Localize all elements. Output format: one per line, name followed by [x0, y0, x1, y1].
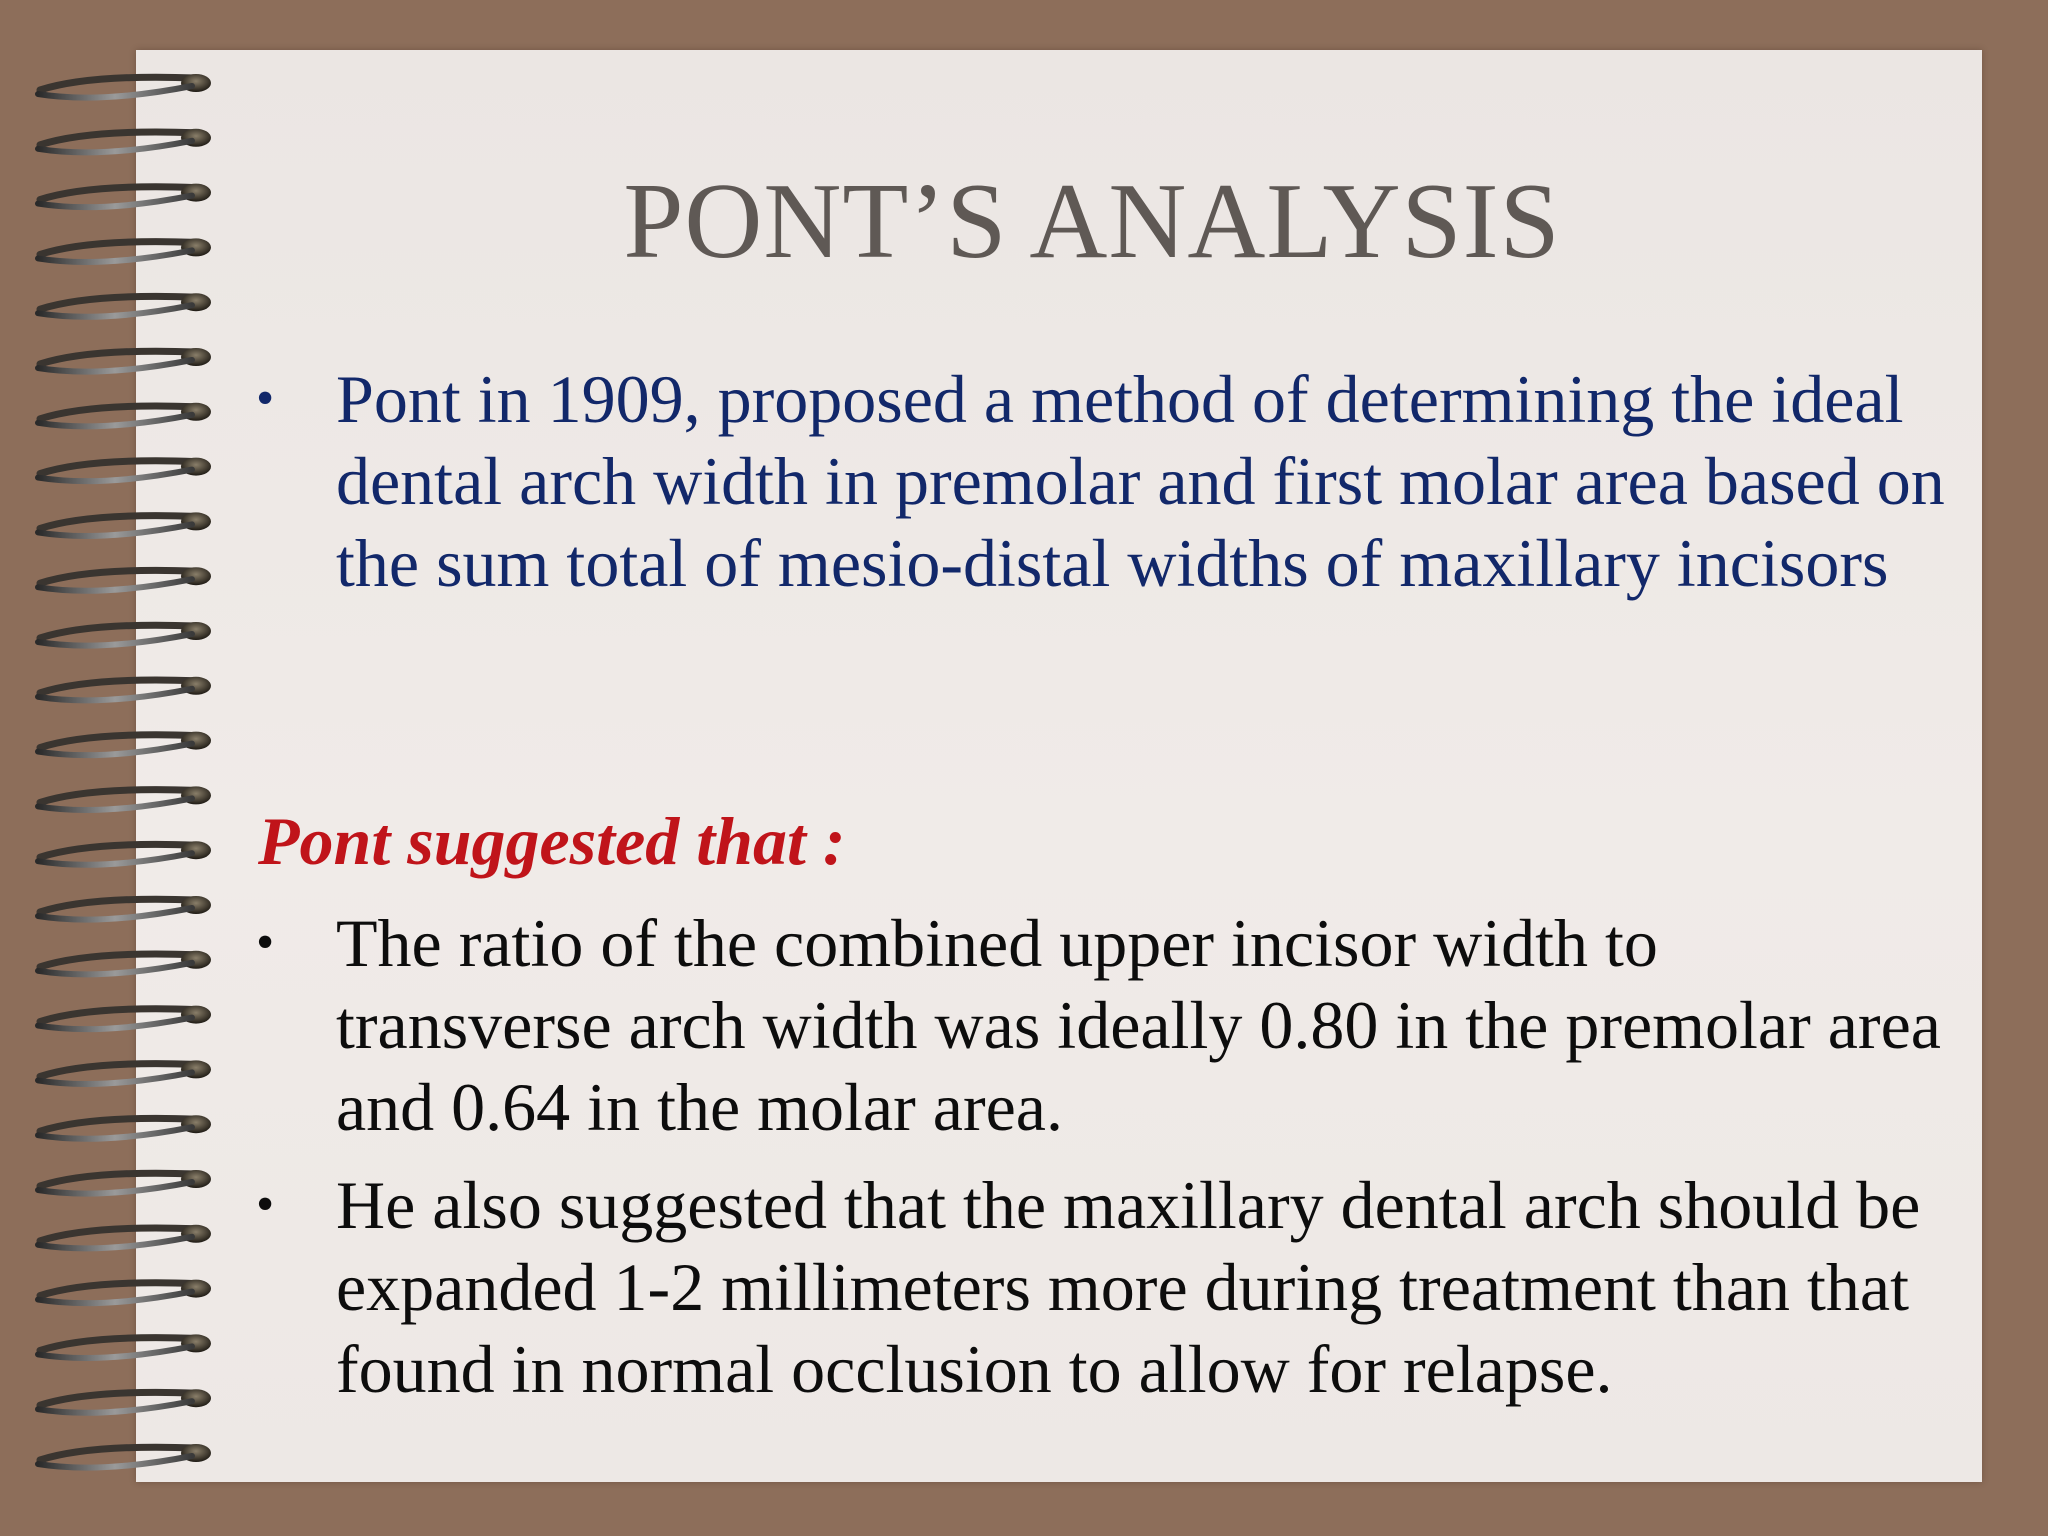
spiral-coil	[38, 677, 211, 701]
spiral-coil	[38, 1389, 211, 1413]
spiral-coil	[38, 293, 211, 317]
intro-bullet	[256, 358, 1946, 604]
spiral-coil	[38, 348, 211, 372]
slide-title: PONT’S ANALYSIS	[623, 162, 1561, 281]
points-block	[256, 902, 1946, 1410]
spiral-coil	[38, 622, 211, 646]
spiral-coil	[38, 458, 211, 482]
spiral-coil	[38, 512, 211, 536]
intro-bullet-block	[256, 358, 1946, 604]
spiral-coil	[38, 129, 211, 153]
spiral-coil	[38, 1060, 211, 1084]
spiral-coil	[38, 74, 211, 98]
spiral-coil	[38, 786, 211, 810]
spiral-coil	[38, 567, 211, 591]
subheading: Pont suggested that :	[258, 803, 846, 879]
spiral-coil	[38, 1334, 211, 1358]
spiral-coil	[38, 1225, 211, 1249]
point-expansion	[256, 1164, 1946, 1410]
spiral-coil	[38, 1444, 211, 1468]
spiral-coil	[38, 403, 211, 427]
point-ratio	[256, 902, 1946, 1148]
bullet-dot: •	[256, 370, 275, 427]
bullet-dot: •	[256, 914, 275, 971]
spiral-coil	[38, 1170, 211, 1194]
spiral-coil	[38, 951, 211, 975]
spiral-coil	[38, 841, 211, 865]
spiral-coil	[38, 1115, 211, 1139]
point-ratio-text: The ratio of the combined upper incisor width to transverse arch width was ideally 0.80 in the premolar area and 0.64 in the molar area.	[336, 905, 1941, 1145]
intro-bullet-text: Pont in 1909, proposed a method of determining the ideal dental arch width in premolar and first molar area based on the sum total of mesio-distal widths of maxillary incisors	[336, 361, 1945, 601]
spiral-coil	[38, 1006, 211, 1030]
point-expansion-text: He also suggested that the maxillary dental arch should be expanded 1-2 millimeters more during treatment than that found in normal occlusion to allow for relapse.	[336, 1167, 1921, 1407]
spiral-coil	[38, 1280, 211, 1304]
bullet-dot: •	[256, 1176, 275, 1233]
spiral-coil	[38, 732, 211, 756]
spiral-coil	[38, 896, 211, 920]
